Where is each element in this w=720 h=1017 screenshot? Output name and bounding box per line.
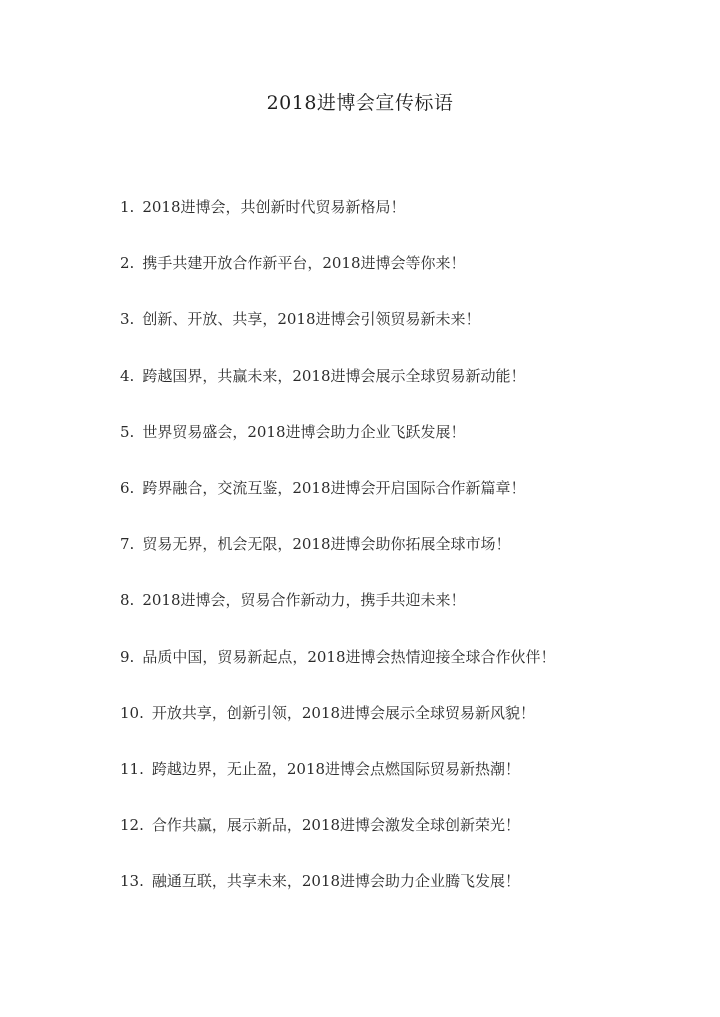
list-item-number: 11. <box>120 759 144 778</box>
list-item-text: 跨越边界，无止盈，2018进博会点燃国际贸易新热潮！ <box>151 759 521 778</box>
list-item-text: 2018进博会，贸易合作新动力，携手共迎未来！ <box>142 591 466 610</box>
list-item <box>120 756 556 812</box>
list-item-text: 贸易无界，机会无限，2018进博会助你拓展全球市场！ <box>142 535 511 554</box>
list-item <box>120 194 556 250</box>
list-item <box>120 250 556 306</box>
document-title: 2018进博会宣传标语 <box>266 92 454 114</box>
list-item-number: 10. <box>120 703 144 722</box>
list-item-text: 携手共建开放合作新平台，2018进博会等你来！ <box>142 254 466 273</box>
list-item <box>120 475 556 531</box>
list-item-text: 创新、开放、共享，2018进博会引领贸易新未来！ <box>142 310 481 329</box>
list-item-number: 6. <box>120 478 135 497</box>
list-item-text: 融通互联，共享未来，2018进博会助力企业腾飞发展！ <box>151 872 521 891</box>
list-item <box>120 587 556 643</box>
list-item-text: 跨越国界，共赢未来，2018进博会展示全球贸易新动能！ <box>142 366 526 385</box>
list-item-number: 5. <box>120 422 135 441</box>
list-item-text: 合作共赢，展示新品，2018进博会激发全球创新荣光！ <box>151 816 521 835</box>
list-item <box>120 419 556 475</box>
list-item-number: 13. <box>120 872 144 891</box>
list-item-number: 2. <box>120 254 135 273</box>
list-item-number: 4. <box>120 366 135 385</box>
list-item <box>120 363 556 419</box>
list-item-text: 世界贸易盛会，2018进博会助力企业飞跃发展！ <box>142 422 466 441</box>
list-item-number: 1. <box>120 198 135 216</box>
list-item-text: 2018进博会，共创新时代贸易新格局！ <box>142 198 406 216</box>
slogan-list <box>120 194 556 924</box>
list-item-number: 9. <box>120 647 135 666</box>
list-item-number: 7. <box>120 535 135 554</box>
list-item <box>120 812 556 868</box>
list-item-number: 12. <box>120 816 144 835</box>
list-item <box>120 531 556 587</box>
list-item-number: 3. <box>120 310 135 329</box>
list-item <box>120 644 556 700</box>
list-item <box>120 306 556 362</box>
list-item-number: 8. <box>120 591 135 610</box>
list-item <box>120 700 556 756</box>
list-item-text: 品质中国，贸易新起点，2018进博会热情迎接全球合作伙伴！ <box>142 647 556 666</box>
list-item-text: 跨界融合，交流互鉴，2018进博会开启国际合作新篇章！ <box>142 478 526 497</box>
list-item <box>120 868 556 924</box>
list-item-text: 开放共享，创新引领，2018进博会展示全球贸易新风貌！ <box>151 703 536 722</box>
